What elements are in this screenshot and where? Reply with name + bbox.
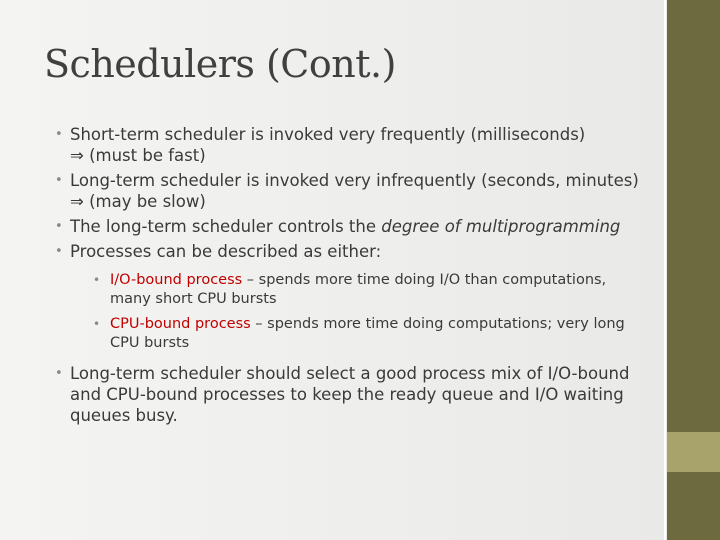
sidebar-divider (664, 0, 666, 540)
italic-term: degree of multiprogramming (381, 217, 621, 236)
sub-bullet-list (88, 271, 642, 353)
bullet-text: (may be slow) (83, 192, 206, 211)
bullet-list (52, 124, 642, 426)
bullet-text: Long-term scheduler should select a good process mix of I/O-bound and CPU-bound processes to keep the ready queue and I/O waiting queues busy. (70, 364, 630, 425)
bullet-text: (must be fast) (83, 146, 206, 165)
slide-body (52, 124, 642, 430)
highlight-term: I/O-bound process (110, 272, 243, 288)
implies-arrow-icon: ⇒ (70, 192, 84, 211)
bullet-long-term (52, 170, 642, 212)
sub-bullet-cpu-bound (88, 315, 642, 353)
bullet-process-types (52, 241, 642, 353)
bullet-multiprogramming (52, 216, 642, 237)
bullet-text: Short-term scheduler is invoked very frequently (milliseconds) (70, 125, 586, 144)
bullet-process-mix (52, 363, 642, 426)
highlight-term: CPU-bound process (110, 316, 251, 332)
bullet-text: Processes can be described as either: (70, 242, 382, 261)
sub-bullet-text: – spends more time doing I/O than computations, many short CPU bursts (110, 272, 607, 307)
bullet-text: The long-term scheduler controls the (70, 217, 382, 236)
implies-arrow-icon: ⇒ (70, 146, 84, 165)
sub-bullet-text: – spends more time doing computations; very long CPU bursts (110, 316, 625, 351)
slide-title: Schedulers (Cont.) (44, 42, 396, 86)
bullet-short-term (52, 124, 642, 166)
sub-bullet-io-bound (88, 271, 642, 309)
decorative-sidebar (667, 0, 720, 540)
bullet-text: Long-term scheduler is invoked very infrequently (seconds, minutes) (70, 171, 639, 190)
sidebar-accent-block (667, 432, 720, 472)
